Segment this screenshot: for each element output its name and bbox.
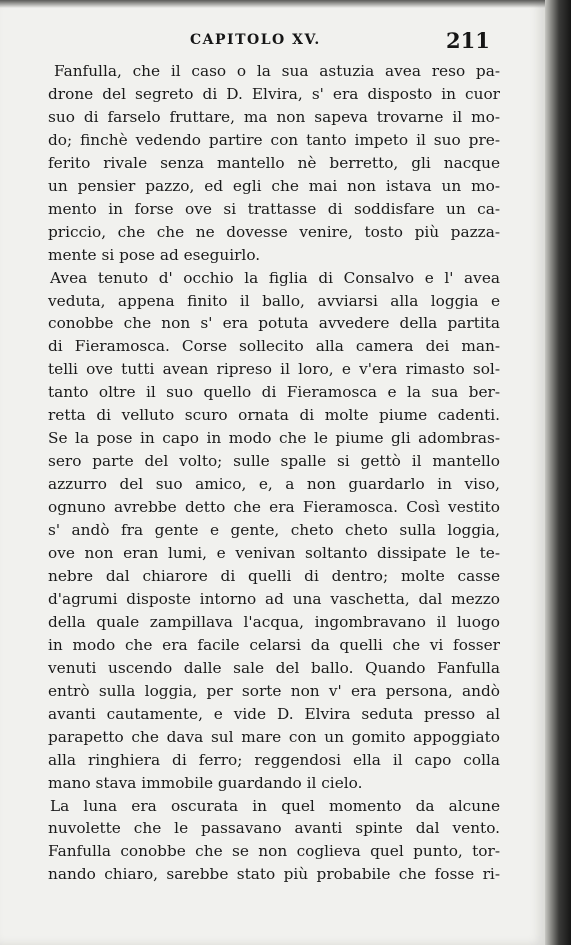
- text-line: s' andò fra gente e gente, cheto cheto sulla loggia,: [48, 521, 500, 540]
- page-top-edge: [0, 0, 545, 8]
- body-text: [48, 60, 500, 886]
- text-line: priccio, che che ne dovesse venire, tosto più pazza-: [48, 222, 500, 241]
- page-header: [0, 28, 545, 60]
- text-line: della quale zampillava l'acqua, ingombravano il luogo: [48, 612, 500, 631]
- text-line: sero parte del volto; sulle spalle si gettò il mantello: [48, 452, 500, 471]
- text-line: venuti uscendo dalle sale del ballo. Quando Fanfulla: [48, 658, 500, 677]
- text-line: mento in forse ove si trattasse di soddisfare un ca-: [48, 199, 500, 218]
- text-line: do; finchè vedendo partire con tanto impeto il suo pre-: [48, 130, 500, 149]
- text-line: mano stava immobile guardando il cielo.: [48, 773, 363, 792]
- text-line: entrò sulla loggia, per sorte non v' era persona, andò: [48, 681, 500, 700]
- text-line: suo di farselo fruttare, ma non sapeva trovarne il mo-: [48, 107, 500, 126]
- text-line: Fanfulla, che il caso o la sua astuzia avea reso pa-: [54, 62, 500, 80]
- text-line: avanti cautamente, e vide D. Elvira seduta presso al: [48, 704, 500, 723]
- text-line: mente si pose ad eseguirlo.: [48, 245, 261, 264]
- text-line: La luna era oscurata in quel momento da alcune: [50, 796, 500, 815]
- text-line: retta di velluto scuro ornata di molte piume cadenti.: [48, 406, 500, 425]
- text-line: telli ove tutti avean ripreso il loro, e v'era rimasto sol-: [48, 360, 500, 379]
- page-number: 211: [446, 28, 490, 53]
- text-line: drone del segreto di D. Elvira, s' era disposto in cuor: [48, 84, 500, 103]
- text-line: Avea tenuto d' occhio la figlia di Consalvo e l' avea: [50, 268, 500, 287]
- text-line: nando chiaro, sarebbe stato più probabile che fosse ri-: [48, 865, 500, 884]
- text-line: ognuno avrebbe detto che era Fieramosca. Così vestito: [48, 498, 500, 517]
- text-line: ove non eran lumi, e venivan soltanto dissipate le te-: [48, 544, 500, 563]
- text-line: nuvolette che le passavano avanti spinte dal vento.: [48, 819, 500, 838]
- text-line: d'agrumi disposte intorno ad una vaschetta, dal mezzo: [48, 589, 500, 608]
- text-line: in modo che era facile celarsi da quelli che vi fosser: [48, 635, 500, 654]
- text-line: ferito rivale senza mantello nè berretto, gli nacque: [48, 153, 500, 172]
- text-line: conobbe che non s' era potuta avvedere della partita: [48, 314, 500, 333]
- book-gutter: [545, 0, 571, 945]
- text-line: Fanfulla conobbe che se non coglieva quel punto, tor-: [48, 842, 500, 861]
- text-line: veduta, appena finito il ballo, avviarsi alla loggia e: [48, 291, 500, 310]
- text-line: Se la pose in capo in modo che le piume gli adombras-: [48, 429, 500, 448]
- text-line: alla ringhiera di ferro; reggendosi ella il capo colla: [48, 750, 500, 769]
- running-head: CAPITOLO XV.: [190, 32, 321, 48]
- text-line: azzurro del suo amico, e, a non guardarlo in viso,: [48, 475, 500, 494]
- text-line: di Fieramosca. Corse sollecito alla camera dei man-: [48, 337, 500, 356]
- text-line: nebre dal chiarore di quelli di dentro; molte casse: [48, 566, 500, 585]
- text-line: parapetto che dava sul mare con un gomito appoggiato: [48, 727, 500, 746]
- text-line: tanto oltre il suo quello di Fieramosca e la sua ber-: [48, 383, 500, 402]
- text-line: un pensier pazzo, ed egli che mai non istava un mo-: [48, 176, 500, 195]
